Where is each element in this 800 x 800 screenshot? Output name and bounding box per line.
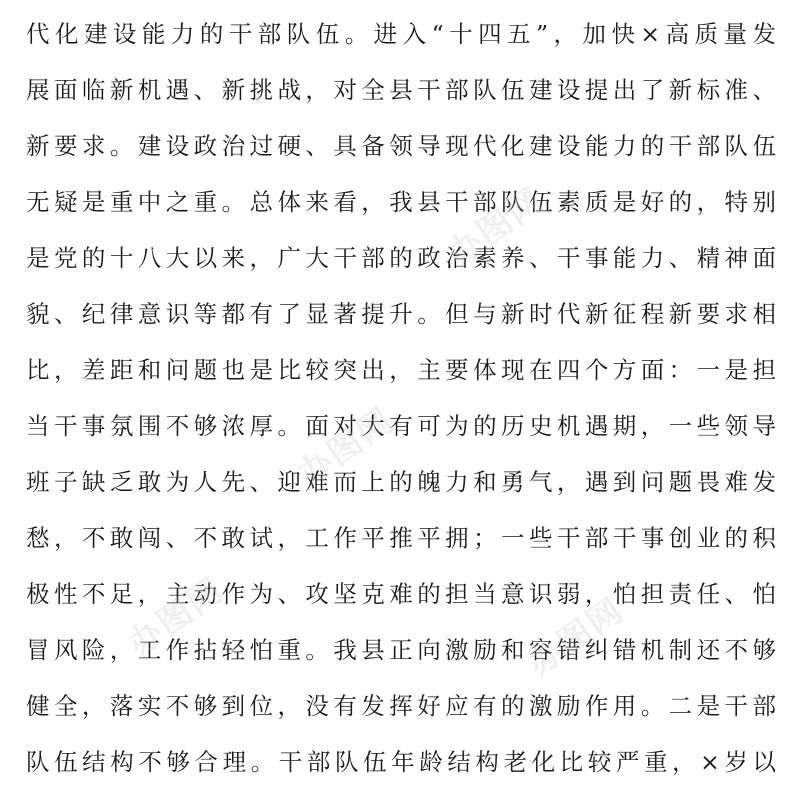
- text-line: 展面临新机遇、新挑战，对全县干部队伍建设提出了新标准、: [26, 76, 776, 104]
- watermark: 办图网: [120, 570, 232, 665]
- text-line: 无疑是重中之重。总体来看，我县干部队伍素质是好的，特别: [26, 188, 776, 216]
- watermark: 办图网: [440, 180, 552, 275]
- text-line: 比，差距和问题也是比较突出，主要体现在四个方面：一是担: [26, 356, 776, 384]
- text-line: 愁，不敢闯、不敢试，工作平推平拥；一些干部干事创业的积: [26, 524, 776, 552]
- text-line: 班子缺乏敢为人先、迎难而上的魄力和勇气，遇到问题畏难发: [26, 468, 776, 496]
- text-line: 健全，落实不够到位，没有发挥好应有的激励作用。二是干部: [26, 692, 776, 720]
- text-line: 当干事氛围不够浓厚。面对大有可为的历史机遇期，一些领导: [26, 412, 776, 440]
- text-line: 新要求。建设政治过硬、具备领导现代化建设能力的干部队伍: [26, 132, 776, 160]
- watermark: 办图网: [520, 590, 632, 685]
- body-text: [26, 6, 776, 790]
- text-line: 是党的十八大以来，广大干部的政治素养、干事能力、精神面: [26, 244, 776, 272]
- text-line: 队伍结构不够合理。干部队伍年龄结构老化比较严重，×岁以: [26, 748, 776, 776]
- watermark: 办图网: [290, 400, 402, 495]
- text-line: 冒风险，工作拈轻怕重。我县正向激励和容错纠错机制还不够: [26, 636, 776, 664]
- text-line: 代化建设能力的干部队伍。进入“十四五”，加快×高质量发: [26, 20, 776, 48]
- text-line: 极性不足，主动作为、攻坚克难的担当意识弱，怕担责任、怕: [26, 580, 776, 608]
- text-line: 貌、纪律意识等都有了显著提升。但与新时代新征程新要求相: [26, 300, 776, 328]
